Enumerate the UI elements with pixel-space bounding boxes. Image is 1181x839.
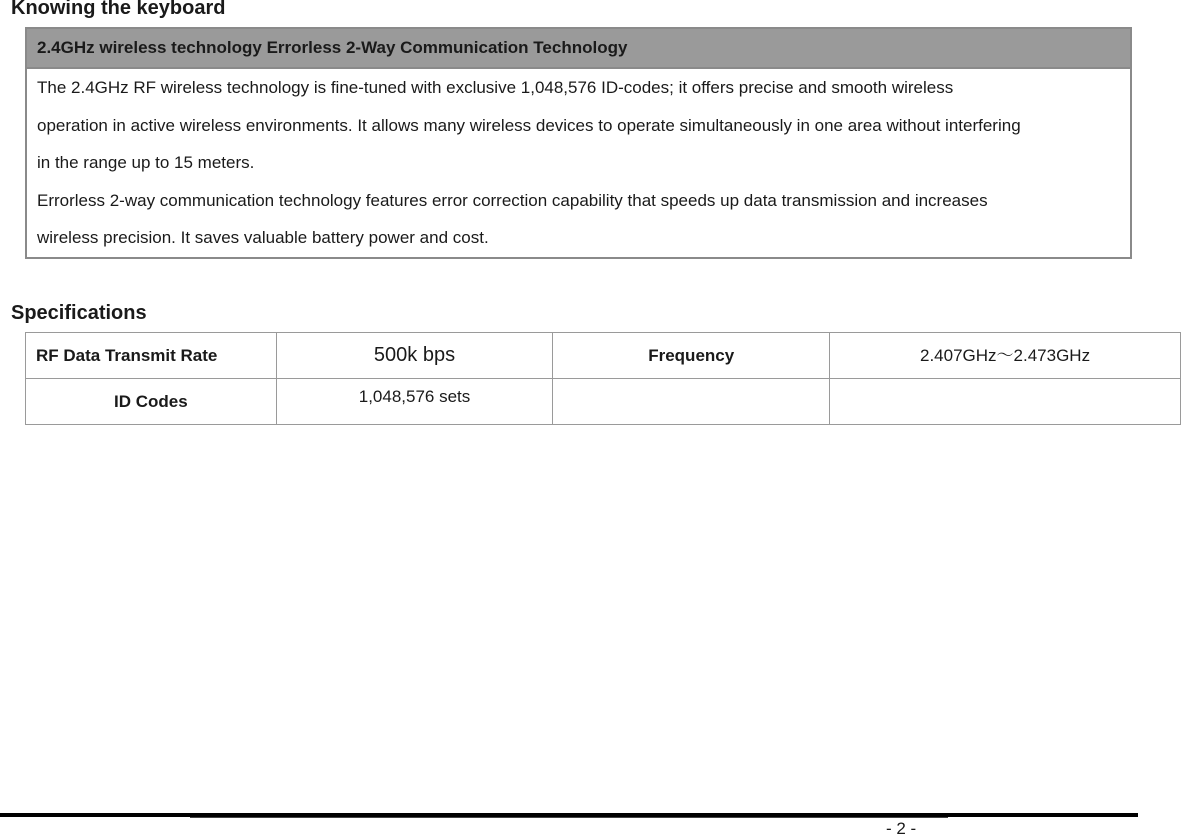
info-box-header: 2.4GHz wireless technology Errorless 2-Way Communication Technology	[27, 29, 1130, 69]
page-number: - 2 -	[886, 819, 917, 838]
info-line: The 2.4GHz RF wireless technology is fine-tuned with exclusive 1,048,576 ID-codes; it offers precise and smooth wireless	[37, 78, 954, 97]
spec-label-rf-rate: RF Data Transmit Rate	[26, 333, 277, 379]
spec-value-rf-rate: 500k bps	[276, 333, 553, 379]
spec-empty-cell	[553, 379, 830, 425]
section-title: Knowing the keyboard	[11, 0, 226, 19]
info-line: Errorless 2-way communication technology features error correction capability that speeds up data transmission and increases	[37, 190, 988, 210]
table-row	[26, 379, 1181, 425]
info-line: in the range up to 15 meters.	[37, 153, 255, 172]
spec-label-id-codes: ID Codes	[26, 379, 277, 425]
specifications-table	[25, 332, 1181, 425]
spec-empty-cell	[830, 379, 1181, 425]
info-line: wireless precision. It saves valuable battery power and cost.	[37, 228, 489, 247]
info-line: operation in active wireless environments. It allows many wireless devices to operate simultaneously in one area without interfering	[37, 115, 1021, 135]
footer-divider-thin	[190, 817, 948, 818]
table-row	[26, 333, 1181, 379]
spec-label-frequency: Frequency	[553, 333, 830, 379]
info-box-body	[27, 69, 1130, 257]
technology-info-box	[25, 27, 1132, 259]
spec-value-frequency: 2.407GHz～2.473GHz	[830, 333, 1181, 379]
spec-value-id-codes: 1,048,576 sets	[276, 379, 553, 425]
specifications-title: Specifications	[11, 302, 147, 324]
